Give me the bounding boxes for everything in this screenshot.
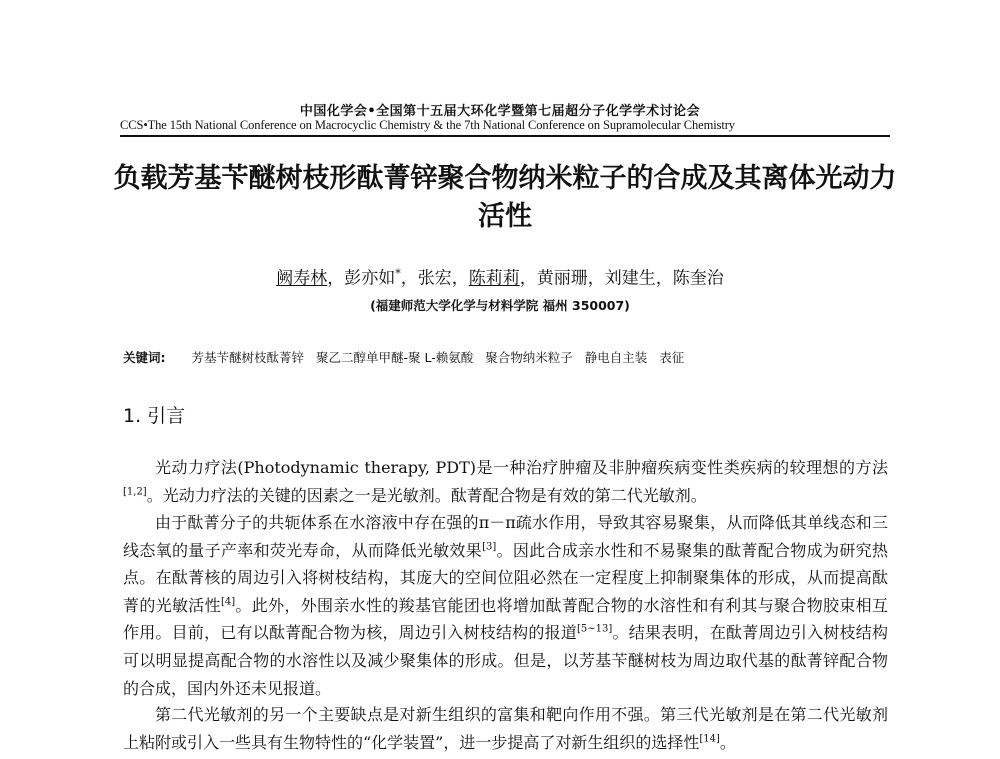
citation: [5~13]: [577, 624, 613, 636]
conference-header-english: CCS•The 15th National Conference on Macrocyclic Chemistry & the 7th National Conference on Supramolecular Chemistry: [120, 118, 735, 132]
author-name: 张宏: [417, 268, 452, 289]
affiliation: (福建师范大学化学与材料学院 福州 350007): [370, 298, 630, 313]
citation: [3]: [482, 541, 497, 553]
keywords-label: 关键词:: [123, 350, 166, 365]
conference-header-chinese: 中国化学会•全国第十五届大环化学暨第七届超分子化学学术讨论会: [299, 104, 701, 119]
citation: [1,2]: [123, 486, 147, 498]
paper-title: 负载芳基苄醚树枝形酞菁锌聚合物纳米粒子的合成及其离体光动力活性: [113, 163, 897, 232]
author-name: 彭亦如: [344, 268, 396, 289]
citation: [4]: [220, 596, 236, 608]
author-name: 陈奎治: [672, 268, 724, 289]
header-rule: [120, 135, 890, 137]
author-name: 陈莉莉: [468, 268, 520, 289]
keyword: 表征: [659, 350, 685, 365]
author-name: 黄丽珊: [536, 268, 588, 289]
paragraph: 光动力疗法(Photodynamic therapy, PDT)是一种治疗肿瘤及非肿瘤疾病变性类疾病的较理想的方法[1,2]。光动力疗法的关键的因素之一是光敏剂。酞菁配合物是有效的第二代光敏剂。: [123, 458, 888, 505]
section-heading: 1. 引言: [123, 405, 186, 427]
keyword: 静电自主装: [584, 350, 648, 365]
author-list: 阙寿林，彭亦如*，张宏，陈莉莉，黄丽珊，刘建生，陈奎治: [276, 267, 724, 289]
citation: [14]: [699, 733, 720, 745]
author-name: 刘建生: [604, 268, 656, 289]
keyword: 聚合物纳米粒子: [485, 350, 573, 365]
corresponding-author-mark: *: [395, 267, 401, 280]
keywords: [123, 348, 913, 366]
keyword: 聚乙二醇单甲醚-聚 L-赖氨酸: [316, 350, 474, 365]
paragraph: 由于酞菁分子的共轭体系在水溶液中存在强的π－π疏水作用，导致其容易聚集，从而降低其单线态和三线态氧的量子产率和荧光寿命，从而降低光敏效果[3]。因此合成亲水性和不易聚集的酞菁配合物成为研究热点。在酞菁核的周边引入将树枝结构，其庞大的空间位阻必然在一定程度上抑制聚集体的形成，从而提高酞菁的光敏活性[4]。此外，外围亲水性的羧基官能团也将增加酞菁配合物的水溶性和有利其与聚合物胶束相互作用。目前，已有以酞菁配合物为核，周边引入树枝结构的报道[5~13]。结果表明，在酞菁周边引入树枝结构可以明显提高配合物的水溶性以及减少聚集体的形成。但是，以芳基苄醚树枝为周边取代基的酞菁锌配合物的合成，国内外还未见报道。: [123, 513, 888, 698]
author-name: 阙寿林: [276, 268, 328, 289]
paragraph: 第二代光敏剂的另一个主要缺点是对新生组织的富集和靶向作用不强。第三代光敏剂是在第二代光敏剂上粘附或引入一些具有生物特性的“化学装置”，进一步提高了对新生组织的选择性[14]。: [123, 705, 888, 752]
keyword: 芳基苄醚树枝酞菁锌: [191, 350, 304, 365]
